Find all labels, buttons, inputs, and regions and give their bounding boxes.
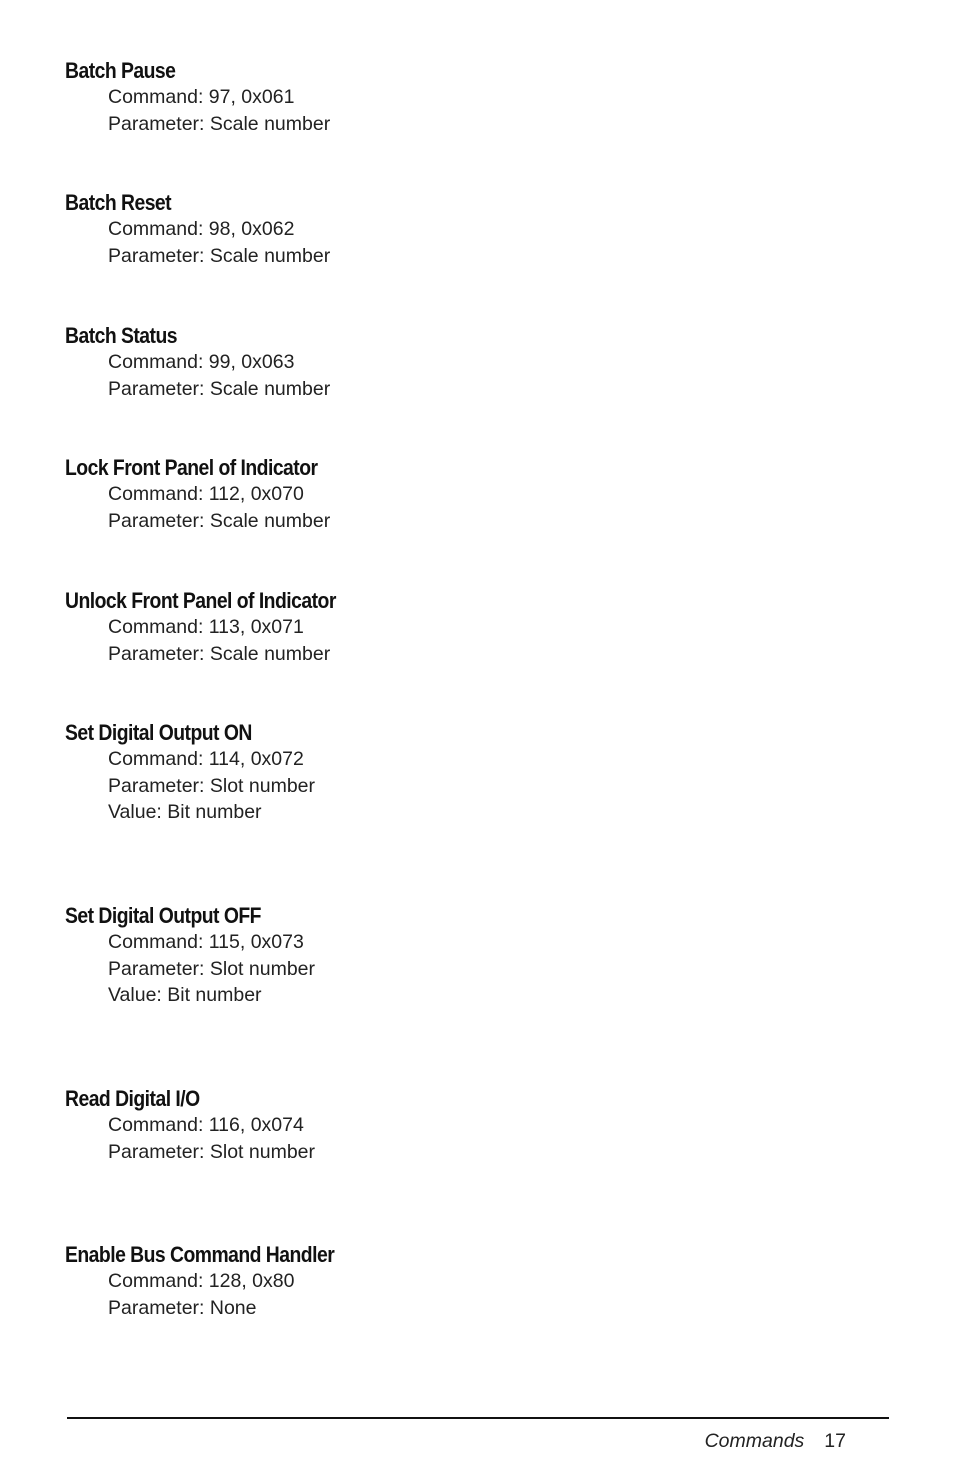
command-code: Command: 98, 0x062 — [108, 218, 295, 240]
footer-divider — [67, 1417, 889, 1419]
command-section-unlock-front-panel — [65, 588, 885, 667]
command-title: Read Digital I/O — [65, 1086, 200, 1111]
command-title: Batch Reset — [65, 190, 172, 215]
command-section-lock-front-panel — [65, 455, 885, 534]
command-parameter: Parameter: Scale number — [108, 509, 331, 532]
command-code: Command: 113, 0x071 — [108, 616, 304, 638]
command-section-batch-status — [65, 323, 885, 402]
command-value: Value: Bit number — [108, 801, 262, 823]
command-parameter: Parameter: Scale number — [108, 642, 331, 665]
command-title: Batch Status — [65, 323, 178, 348]
command-title: Unlock Front Panel of Indicator — [65, 588, 336, 613]
command-title: Lock Front Panel of Indicator — [65, 455, 318, 480]
command-title: Set Digital Output OFF — [65, 903, 261, 928]
command-parameter: Parameter: Slot number — [108, 1140, 316, 1163]
command-value: Value: Bit number — [108, 984, 262, 1006]
page-footer — [705, 1428, 846, 1454]
command-parameter: Parameter: Scale number — [108, 112, 331, 135]
command-section-batch-pause — [65, 58, 885, 137]
command-title: Set Digital Output ON — [65, 720, 252, 745]
command-section-digital-output-off — [65, 903, 885, 1009]
command-parameter: Parameter: Scale number — [108, 377, 331, 400]
command-section-batch-reset — [65, 190, 885, 269]
command-parameter: Parameter: Scale number — [108, 244, 331, 267]
command-code: Command: 116, 0x074 — [108, 1114, 304, 1136]
command-parameter: Parameter: Slot number — [108, 774, 316, 797]
command-parameter: Parameter: Slot number — [108, 957, 316, 980]
command-title: Batch Pause — [65, 58, 176, 83]
page-number: 17 — [824, 1430, 846, 1452]
command-section-read-digital-io — [65, 1086, 885, 1165]
command-code: Command: 128, 0x80 — [108, 1270, 295, 1292]
command-code: Command: 99, 0x063 — [108, 351, 295, 373]
command-section-digital-output-on — [65, 720, 885, 826]
command-code: Command: 114, 0x072 — [108, 748, 304, 770]
command-title: Enable Bus Command Handler — [65, 1242, 335, 1267]
command-code: Command: 112, 0x070 — [108, 483, 304, 505]
command-code: Command: 115, 0x073 — [108, 931, 304, 953]
command-parameter: Parameter: None — [108, 1296, 257, 1319]
command-code: Command: 97, 0x061 — [108, 86, 295, 108]
footer-section-name: Commands — [704, 1430, 805, 1452]
command-section-enable-bus-handler — [65, 1242, 885, 1321]
